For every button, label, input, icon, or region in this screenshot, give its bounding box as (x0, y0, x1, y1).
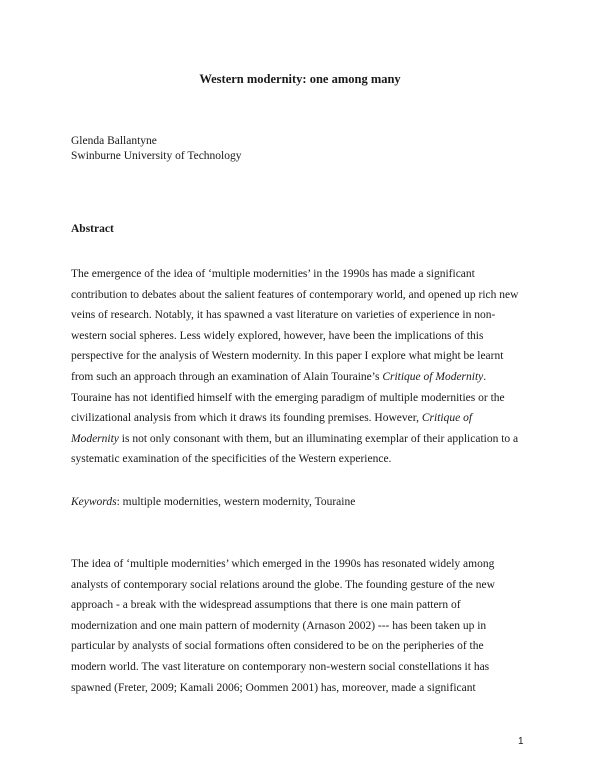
abstract-heading: Abstract (71, 223, 114, 235)
paper-title: Western modernity: one among many (199, 72, 401, 86)
abstract-line-text: is not only consonant with them, but an illuminating exemplar of their application to a (118, 432, 519, 445)
intro-line: spawned (Freter, 2009; Kamali 2006; Oommen 2001) has, moreover, made a significant (71, 681, 476, 694)
abstract-line: contribution to debates about the salient features of contemporary world, and opened up rich new (71, 288, 519, 301)
abstract-line (71, 367, 533, 388)
page-number: 1 (518, 736, 524, 747)
abstract-line (71, 408, 533, 429)
abstract-line: systematic examination of the specificities of the Western experience. (71, 453, 392, 466)
intro-line: particular by analysts of social formations often considered to be on the peripheries of the (71, 640, 484, 653)
author-name: Glenda Ballantyne (71, 135, 157, 147)
abstract-line: Touraine has not identified himself with the emerging paradigm of multiple modernities or the (71, 391, 505, 404)
abstract-line-text: civilizational analysis from which it draws its founding premises. However, (71, 412, 422, 425)
abstract-line (71, 429, 533, 450)
period: . (483, 370, 487, 383)
abstract-line: veins of research. Notably, it has spawned a vast literature on varieties of experience in non- (71, 309, 496, 322)
intro-line: The idea of ‘multiple modernities’ which emerged in the 1990s has resonated widely among (71, 558, 495, 570)
keywords-text: : multiple modernities, western modernity, Touraine (116, 496, 356, 508)
abstract-line: The emergence of the idea of ‘multiple modernities’ in the 1990s has made a significant (71, 268, 475, 280)
author-block (71, 134, 242, 164)
abstract-line: perspective for the analysis of Western modernity. In this paper I explore what might be learnt (71, 350, 504, 363)
book-title-italic: Modernity (71, 432, 119, 445)
intro-line: approach - a break with the widespread assumptions that there is one main pattern of (71, 599, 461, 612)
intro-line: analysts of contemporary social relations around the globe. The founding gesture of the new (71, 578, 495, 591)
abstract-line: western social spheres. Less widely explored, however, have been the implications of this (71, 329, 484, 342)
intro-body (71, 554, 533, 698)
author-affiliation: Swinburne University of Technology (71, 150, 242, 162)
intro-line: modernization and one main pattern of modernity (Arnason 2002) --- has been taken up in (71, 619, 487, 632)
book-title-italic: Critique of Modernity (382, 370, 484, 383)
abstract-body (71, 264, 533, 470)
keywords-label: Keywords (71, 496, 117, 508)
keywords (71, 496, 355, 508)
intro-line: modern world. The vast literature on contemporary non-western social constellations it has (71, 660, 490, 673)
abstract-line-text: from such an approach through an examination of Alain Touraine’s (71, 370, 383, 383)
book-title-italic: Critique of (421, 412, 473, 425)
